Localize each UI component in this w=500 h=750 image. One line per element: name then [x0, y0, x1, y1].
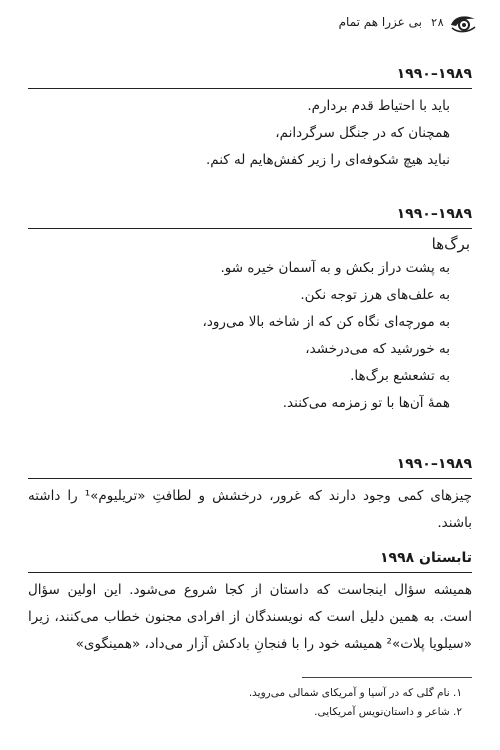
- publisher-logo-icon: [448, 12, 478, 34]
- entry-date: ۱۹۸۹–۱۹۹۰: [396, 206, 472, 222]
- poem-line: همهٔ آن‌ها با تو زمزمه می‌کنند.: [282, 395, 450, 411]
- entry-paragraph: همیشه سؤال اینجاست که داستان از کجا شروع می‌شود. این اولین سؤال است. به همین دلیل است که نویسندگان از افرادی مجنون خطاب می‌کنند، زیرا «سیلویا پلات»² همیشه خود را با فنجانِ بادکش آزار می‌داد، «همینگوی»: [28, 582, 472, 652]
- poem-line: به علف‌های هرز توجه نکن.: [300, 287, 450, 303]
- poem-line: به تشعشع برگ‌ها.: [350, 368, 450, 384]
- entry-3: [28, 456, 472, 537]
- poem-line: نباید هیچ شکوفه‌ای را زیر کفش‌هایم له کنم.: [205, 152, 450, 168]
- date-rule: [28, 228, 472, 229]
- footnotes: [28, 684, 462, 722]
- footnote: ۱. نام گلی که در آسیا و آمریکای شمالی می‌روید.: [248, 687, 462, 699]
- entry-2: [28, 206, 472, 417]
- page-header: [22, 12, 478, 38]
- poem-line: باید با احتیاط قدم بردارم.: [307, 98, 450, 114]
- footnote: ۲. شاعر و داستان‌نویس آمریکایی.: [314, 706, 462, 718]
- poem-line: همچنان که در جنگل سرگردانم،: [275, 125, 450, 141]
- poem-line: به مورچه‌ای نگاه کن که از شاخه بالا می‌رود،: [202, 314, 450, 330]
- poem-line: به پشت دراز بکش و به آسمان خیره شو.: [220, 260, 450, 276]
- date-rule: [28, 88, 472, 89]
- page-number: ۲۸: [430, 16, 444, 29]
- poem-lines: [28, 93, 472, 174]
- entry-date: تابستان ۱۹۹۸: [380, 550, 472, 566]
- poem-line: به خورشید که می‌درخشد،: [305, 341, 450, 357]
- poem-lines: [28, 255, 472, 417]
- date-rule: [28, 572, 472, 573]
- entry-4: [28, 550, 472, 658]
- entry-paragraph: چیزهای کمی وجود دارند که غرور، درخشش و لطافتِ «تریلیوم»¹ را داشته باشند.: [28, 488, 472, 531]
- entry-1: [28, 66, 472, 174]
- poem-title: برگ‌ها: [431, 235, 470, 253]
- date-rule: [28, 478, 472, 479]
- footnote-rule: [302, 677, 472, 678]
- entry-date: ۱۹۸۹–۱۹۹۰: [396, 456, 472, 472]
- entry-date: ۱۹۸۹–۱۹۹۰: [396, 66, 472, 82]
- running-title: بی‌ عزرا هم تمام: [338, 15, 422, 29]
